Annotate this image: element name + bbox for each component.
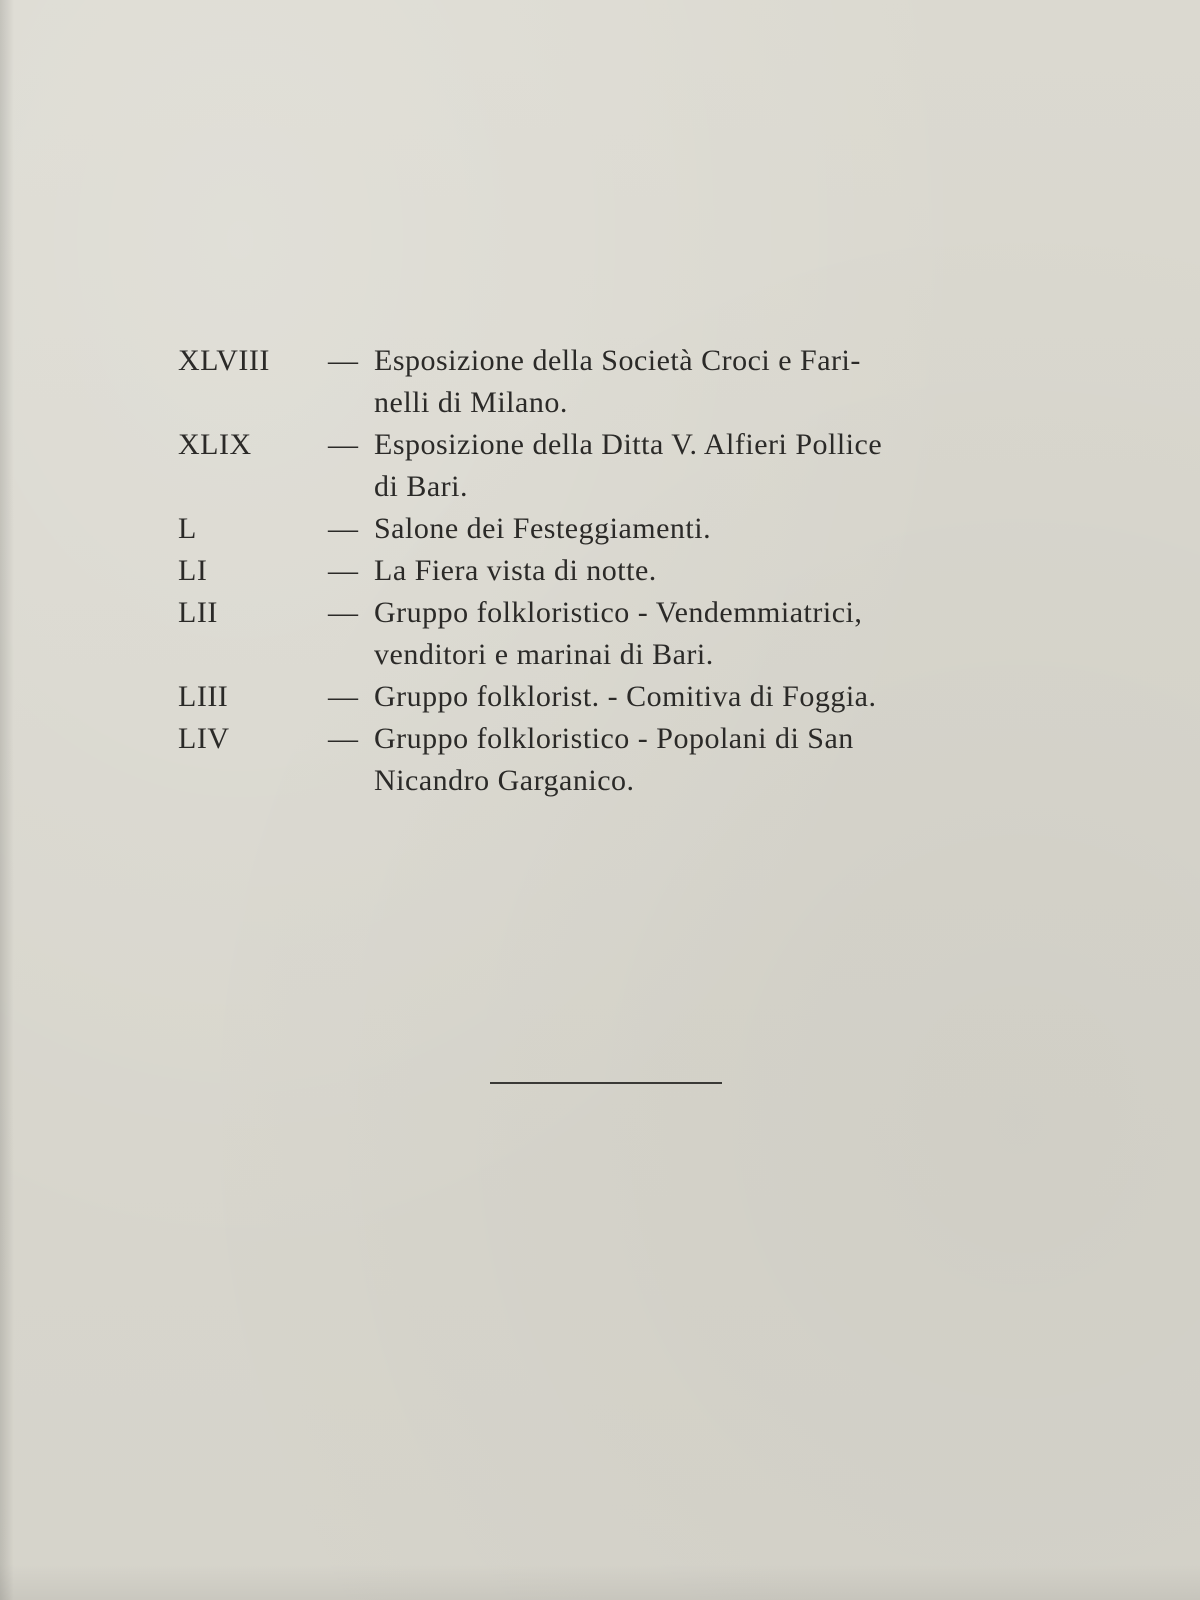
entry-line: venditori e marinai di Bari. — [374, 638, 714, 671]
entry-description — [374, 676, 984, 718]
entry-description — [374, 592, 984, 676]
list-entry-xlviii — [178, 340, 998, 424]
entry-line: La Fiera vista di notte. — [374, 554, 657, 587]
entry-numeral: LIII — [178, 680, 229, 713]
entry-dash: — — [328, 428, 359, 461]
entry-line: di Bari. — [374, 470, 468, 503]
entry-dash: — — [328, 596, 359, 629]
plates-list — [178, 340, 998, 802]
entry-line: Gruppo folkloristico - Vendemmiatrici, — [374, 596, 863, 629]
entry-dash: — — [328, 554, 359, 587]
entry-line: Salone dei Festeggiamenti. — [374, 512, 712, 545]
list-entry-l — [178, 508, 998, 550]
entry-line: Esposizione della Società Croci e Fari- — [374, 344, 861, 377]
list-entry-liii — [178, 676, 998, 718]
entry-description — [374, 718, 984, 802]
entry-numeral: L — [178, 512, 197, 545]
entry-description — [374, 424, 984, 508]
entry-dash: — — [328, 344, 359, 377]
entry-description — [374, 508, 984, 550]
entry-dash: — — [328, 680, 359, 713]
entry-description — [374, 550, 984, 592]
entry-dash: — — [328, 722, 359, 755]
entry-line: Nicandro Garganico. — [374, 764, 635, 797]
entry-line: Gruppo folklorist. - Comitiva di Foggia. — [374, 680, 877, 713]
list-entry-liv — [178, 718, 998, 802]
entry-description — [374, 340, 984, 424]
entry-numeral: LII — [178, 596, 218, 629]
entry-numeral: LIV — [178, 722, 230, 755]
list-entry-li — [178, 550, 998, 592]
entry-line: nelli di Milano. — [374, 386, 568, 419]
entry-dash: — — [328, 512, 359, 545]
entry-numeral: LI — [178, 554, 208, 587]
entry-numeral: XLVIII — [178, 344, 270, 377]
entry-numeral: XLIX — [178, 428, 252, 461]
list-entry-xlix — [178, 424, 998, 508]
closing-rule — [490, 1082, 722, 1084]
list-entry-lii — [178, 592, 998, 676]
entry-line: Gruppo folkloristico - Popolani di San — [374, 722, 854, 755]
entry-line: Esposizione della Ditta V. Alfieri Pollice — [374, 428, 883, 461]
page-shadow-left — [0, 0, 14, 1600]
page-shadow-bottom — [0, 1564, 1200, 1600]
